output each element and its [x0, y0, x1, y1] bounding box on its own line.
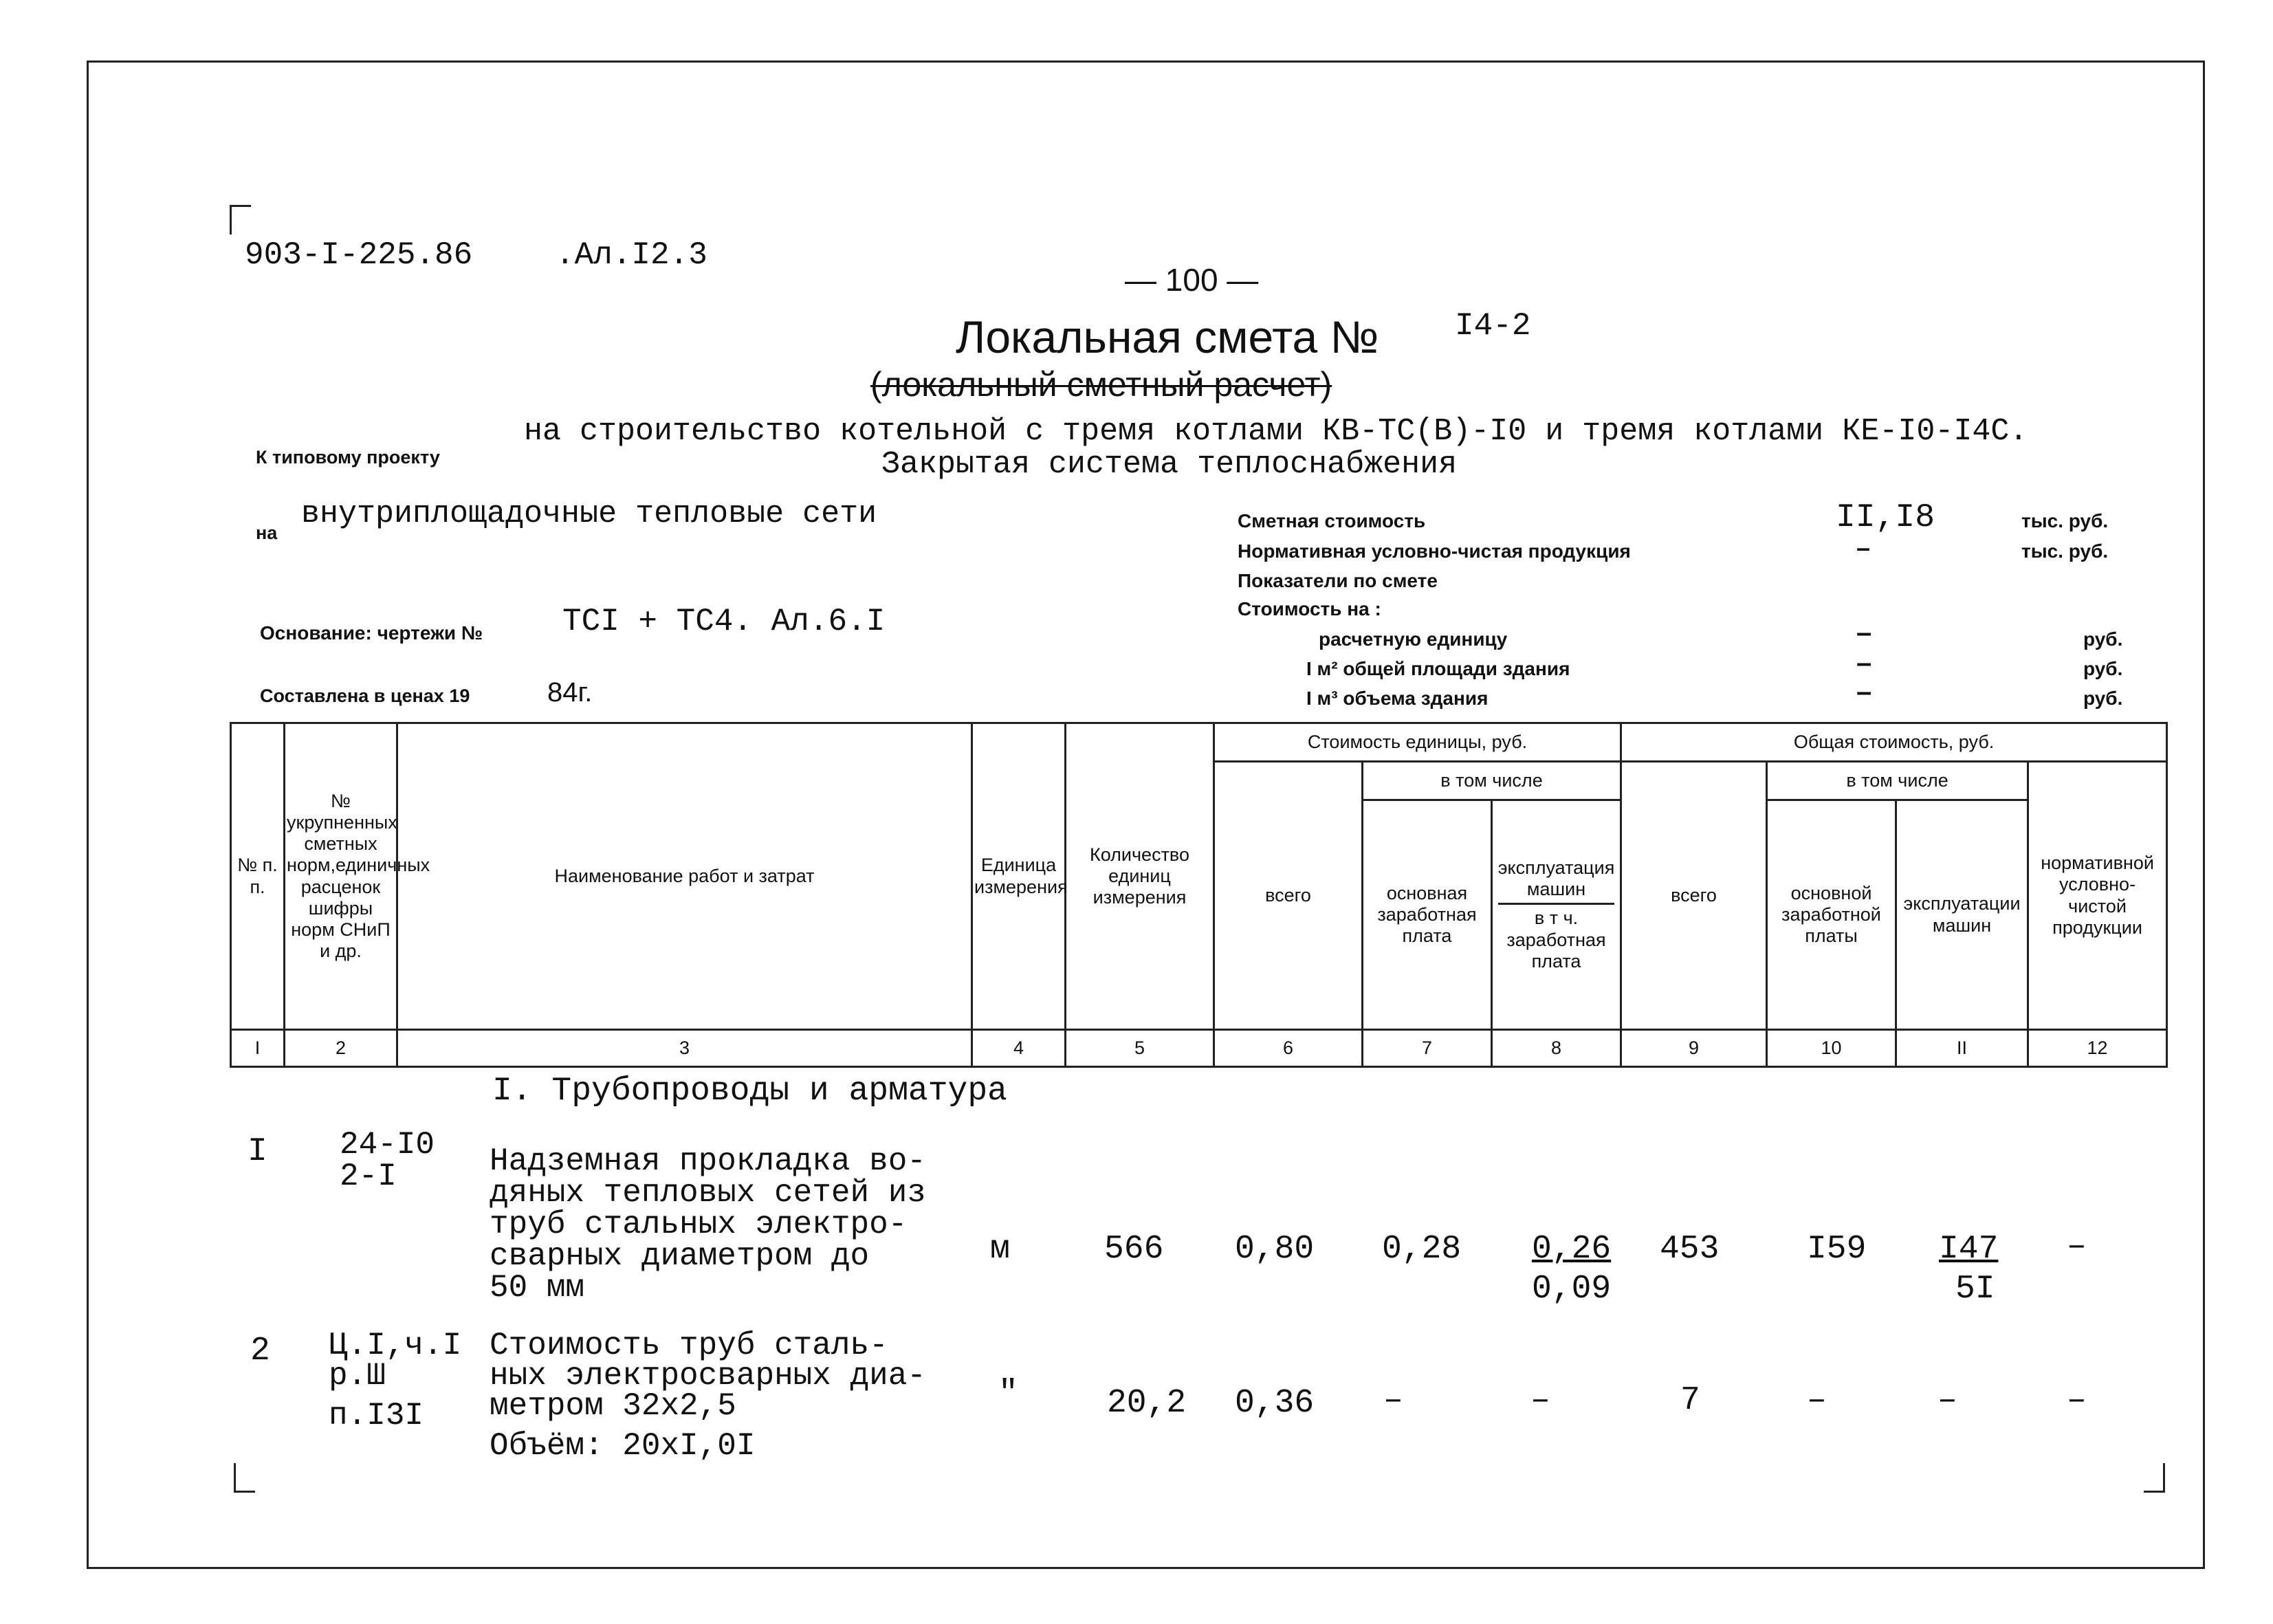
- unit-value: ": [998, 1375, 1018, 1412]
- column-number: 6: [1214, 1030, 1363, 1067]
- col-group-total-cost: Общая стоимость, руб.: [1621, 723, 2167, 762]
- col-header-total-machines: эксплуатации машин: [1896, 800, 2028, 1030]
- document-code: 903-I-225.86: [245, 237, 473, 273]
- unit-machines-value: 0,26: [1532, 1231, 1612, 1268]
- summary-label: I м³ объема здания: [1306, 688, 1489, 709]
- column-number: 12: [2028, 1030, 2167, 1067]
- project-subname: Закрытая система теплоснабжения: [881, 447, 1458, 482]
- total-value: 7: [1680, 1382, 1700, 1419]
- page-frame-right: [2203, 61, 2205, 1569]
- work-name-line: труб стальных электро-: [490, 1207, 908, 1242]
- on-label: на: [256, 523, 278, 543]
- summary-unit: тыс. руб.: [2021, 540, 2109, 562]
- quantity-value: 20,2: [1107, 1385, 1187, 1422]
- row-number: 2: [250, 1332, 270, 1370]
- norm-code-line: р.Ш: [329, 1358, 386, 1394]
- unit-wage-value: 0,28: [1382, 1231, 1462, 1268]
- work-name-line: сварных диаметром до: [490, 1238, 870, 1274]
- object-name: внутриплощадочные тепловые сети: [301, 496, 877, 531]
- smeta-number: I4-2: [1455, 308, 1531, 344]
- to-project-label: К типовому проекту: [256, 447, 440, 468]
- column-number: 4: [972, 1030, 1066, 1067]
- norm-code-line: п.I3I: [329, 1398, 424, 1434]
- basis-value: ТСI + ТС4. Ал.6.I: [562, 604, 886, 639]
- total-value: 453: [1660, 1231, 1720, 1268]
- unit-total-value: 0,80: [1235, 1231, 1315, 1268]
- prices-label: Составлена в ценах 19: [260, 685, 470, 706]
- summary-label: расчетную единицу: [1319, 628, 1508, 650]
- col-header-unit-machines: [1492, 800, 1621, 1030]
- col-header-total: всего: [1621, 762, 1767, 1030]
- total-wage-value: I59: [1807, 1231, 1867, 1268]
- prices-year: 84г.: [547, 677, 593, 707]
- summary-label: Показатели по смете: [1238, 570, 1438, 591]
- summary-unit: тыс. руб.: [2021, 510, 2109, 531]
- column-number: 10: [1767, 1030, 1896, 1067]
- corner-mark-bottom-left: [234, 1463, 255, 1493]
- column-number: 9: [1621, 1030, 1767, 1067]
- col-group-unit-cost: Стоимость единицы, руб.: [1214, 723, 1621, 762]
- unit-total-value: 0,36: [1235, 1385, 1315, 1422]
- summary-label: Стоимость на :: [1238, 598, 1381, 619]
- col-header-machines-label: эксплуатация машин: [1497, 857, 1615, 900]
- summary-value: –: [1856, 648, 1872, 678]
- norm-code-line: 2-I: [340, 1159, 397, 1194]
- col-header-unit-total: всего: [1214, 762, 1363, 1030]
- unit-machines-wage-value: 0,09: [1532, 1271, 1612, 1308]
- work-name-line: ных электросварных диа-: [490, 1358, 926, 1394]
- unit-value: м: [990, 1231, 1010, 1268]
- work-name-line: Надземная прокладка во-: [490, 1143, 926, 1179]
- summary-value: –: [1856, 534, 1871, 562]
- work-name-line: 50 мм: [490, 1270, 585, 1306]
- unit-machines-value: –: [1530, 1382, 1550, 1419]
- col-header-machines-wage-label: в т ч. заработная плата: [1506, 908, 1606, 972]
- col-header-total-wage: основной заработной платы: [1767, 800, 1896, 1030]
- ncp-value: –: [2067, 1228, 2087, 1265]
- total-machines-value: –: [1937, 1382, 1957, 1419]
- work-name-line: метром 32х2,5: [490, 1388, 736, 1424]
- corner-mark-bottom-right: [2144, 1463, 2165, 1493]
- project-name: на строительство котельной с тремя котлами КВ-ТС(В)-I0 и тремя котлами КЕ-I0-I4С.: [524, 414, 2028, 449]
- estimate-table-header: [230, 722, 2168, 1068]
- column-number: I: [231, 1030, 285, 1067]
- row-number: I: [248, 1133, 267, 1170]
- page-number: — 100 —: [1125, 262, 1259, 298]
- work-name-line: Объём: 20хI,0I: [490, 1428, 756, 1464]
- summary-value: II,I8: [1836, 499, 1935, 536]
- summary-unit: руб.: [2083, 688, 2123, 709]
- unit-wage-value: –: [1383, 1382, 1403, 1419]
- total-machines-value: I47: [1939, 1231, 1999, 1268]
- section-title: I. Трубопроводы и арматура: [492, 1073, 1007, 1110]
- summary-value: –: [1856, 617, 1872, 648]
- column-number: 3: [397, 1030, 972, 1067]
- summary-value: –: [1856, 677, 1872, 707]
- col-header-ncp: нормативной условно-чистой продукции: [2028, 762, 2167, 1030]
- norm-code-line: 24-I0: [340, 1127, 435, 1163]
- col-header-work-name: Наименование работ и затрат: [397, 723, 972, 1030]
- summary-label: Сметная стоимость: [1238, 510, 1426, 531]
- column-number: 8: [1492, 1030, 1621, 1067]
- norm-code-line: Ц.I,ч.I: [329, 1328, 462, 1363]
- col-subgroup-unit-incl: в том числе: [1363, 762, 1621, 800]
- corner-mark-top-left: [230, 205, 251, 234]
- basis-label: Основание: чертежи №: [260, 622, 483, 644]
- struck-subtitle: (локальный сметный расчет): [870, 365, 1332, 404]
- column-number: 2: [285, 1030, 397, 1067]
- summary-label: I м² общей площади здания: [1306, 658, 1570, 679]
- total-machines-wage-value: 5I: [1955, 1271, 1995, 1308]
- column-number: II: [1896, 1030, 2028, 1067]
- ncp-value: –: [2067, 1382, 2087, 1419]
- divider: [1498, 903, 1614, 905]
- col-header-norm-code: № укрупненных сметных норм,единичных расценок шифры норм СНиП и др.: [285, 723, 397, 1030]
- summary-unit: руб.: [2083, 628, 2123, 650]
- col-header-num: № п. п.: [231, 723, 285, 1030]
- column-number: 5: [1066, 1030, 1214, 1067]
- col-header-quantity: Количество единиц измерения: [1066, 723, 1214, 1030]
- col-header-unit: Единица измерения: [972, 723, 1066, 1030]
- total-wage-value: –: [1807, 1382, 1827, 1419]
- album-number: .Ал.I2.3: [556, 237, 707, 273]
- summary-label: Нормативная условно-чистая продукция: [1238, 540, 1631, 562]
- col-header-unit-wage: основная заработная плата: [1363, 800, 1492, 1030]
- work-name-line: дяных тепловых сетей из: [490, 1175, 926, 1211]
- col-subgroup-total-incl: в том числе: [1767, 762, 2028, 800]
- quantity-value: 566: [1104, 1231, 1164, 1268]
- summary-unit: руб.: [2083, 658, 2123, 679]
- column-numbers-row: [231, 1030, 2167, 1067]
- work-name-line: Стоимость труб сталь-: [490, 1328, 888, 1363]
- column-number: 7: [1363, 1030, 1492, 1067]
- document-title: Локальная смета №: [956, 311, 1379, 362]
